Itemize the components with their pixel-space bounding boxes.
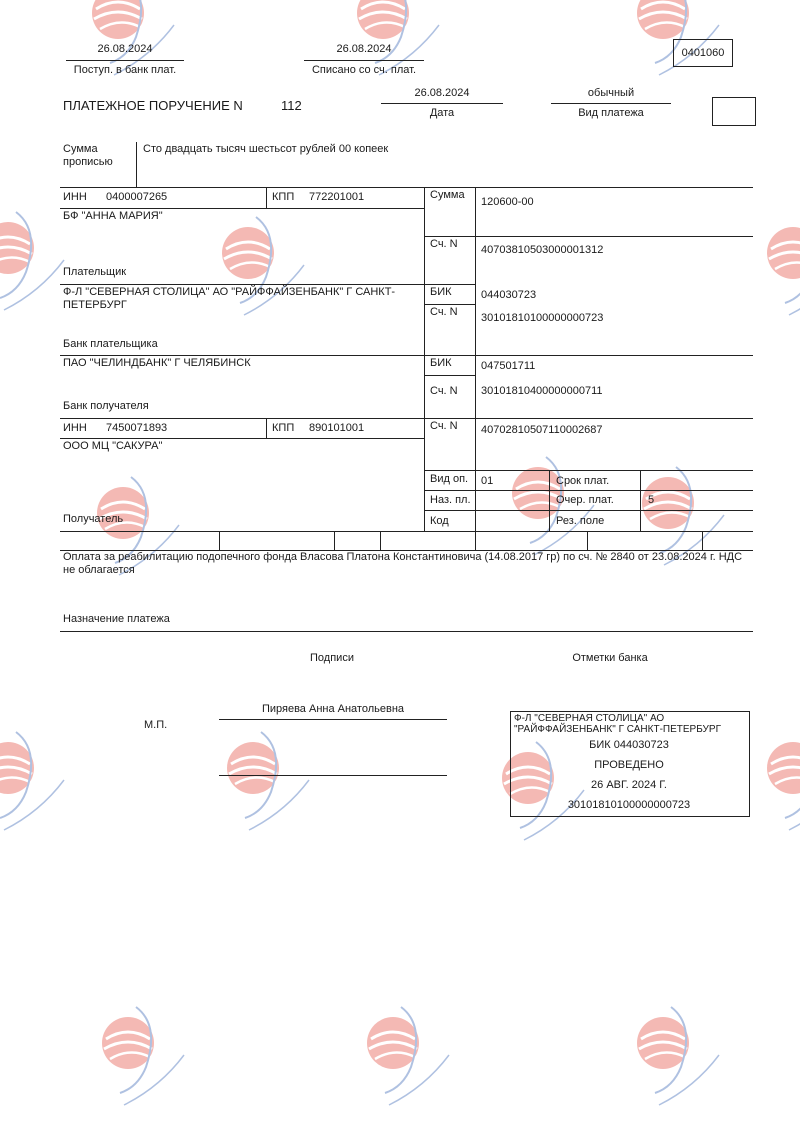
payer-bank-bik-label: БИК xyxy=(430,286,452,298)
operation-type-label: Вид оп. xyxy=(430,473,469,485)
payer-bank-role-label: Банк плательщика xyxy=(63,338,158,350)
foundation-logo-watermark xyxy=(745,205,800,335)
signatures-label: Подписи xyxy=(310,652,354,664)
divider xyxy=(424,470,753,471)
divider xyxy=(424,510,753,511)
divider xyxy=(702,531,703,551)
empty-code-box xyxy=(712,97,756,126)
payee-bank-bik: 047501711 xyxy=(481,360,536,372)
divider xyxy=(424,236,753,237)
foundation-logo-watermark xyxy=(200,205,330,335)
divider xyxy=(424,304,475,305)
payee-inn-label: ИНН xyxy=(63,422,87,434)
divider xyxy=(475,187,476,532)
payee-bank-bik-label: БИК xyxy=(430,357,452,369)
term-label: Срок плат. xyxy=(556,475,610,487)
payer-account-label: Сч. N xyxy=(430,238,458,250)
payee-account-label: Сч. N xyxy=(430,420,458,432)
amount-words-label: Сумма прописью xyxy=(63,143,113,168)
payer-inn-label: ИНН xyxy=(63,191,87,203)
divider xyxy=(551,103,671,104)
foundation-logo-watermark xyxy=(80,995,210,1125)
signature-line xyxy=(219,719,447,720)
operation-type: 01 xyxy=(481,475,494,487)
amount-value: 120600-00 xyxy=(481,196,534,208)
amount-label: Сумма xyxy=(430,189,465,201)
amount-words-value: Сто двадцать тысяч шестьсот рублей 00 копеек xyxy=(143,143,389,155)
payer-role-label: Плательщик xyxy=(63,266,127,278)
divider xyxy=(266,418,267,438)
payee-bank-account: 30101810400000000711 xyxy=(481,385,603,397)
payee-name: ООО МЦ "САКУРА" xyxy=(63,440,163,452)
divider xyxy=(60,187,753,188)
divider xyxy=(136,142,137,188)
payment-purpose-label: Назначение платежа xyxy=(63,613,170,625)
divider xyxy=(424,375,475,376)
signature-line xyxy=(219,775,447,776)
payer-inn: 0400007265 xyxy=(106,191,168,203)
divider xyxy=(381,103,503,104)
stamp-account: 30101810100000000723 xyxy=(567,799,691,811)
divider xyxy=(219,531,220,551)
priority-value: 5 xyxy=(648,494,655,506)
divider xyxy=(424,284,475,285)
payment-type-label: Вид платежа xyxy=(578,107,644,119)
divider xyxy=(380,531,381,551)
payment-type: обычный xyxy=(587,87,635,99)
divider xyxy=(424,187,425,532)
payee-role-label: Получатель xyxy=(63,513,124,525)
divider xyxy=(60,208,424,209)
divider xyxy=(66,60,184,61)
code-label: Код xyxy=(430,515,449,527)
payee-bank-account-label: Сч. N xyxy=(430,385,458,397)
divider xyxy=(60,418,753,419)
stamp-bank-name: Ф-Л "СЕВЕРНАЯ СТОЛИЦА" АО "РАЙФФАЙЗЕНБАНК" Г САНКТ-ПЕТЕРБУРГ xyxy=(514,713,721,735)
signer-name: Пиряева Анна Анатольевна xyxy=(261,703,405,715)
foundation-logo-watermark xyxy=(615,995,745,1125)
divider xyxy=(587,531,588,551)
seal-label: М.П. xyxy=(144,719,168,731)
payer-bank-account-label: Сч. N xyxy=(430,306,458,318)
divider xyxy=(266,187,267,208)
payer-account: 40703810503000001312 xyxy=(481,244,604,256)
document-date-label: Дата xyxy=(429,107,455,119)
purpose-code-label: Наз. пл. xyxy=(430,494,471,506)
divider xyxy=(60,631,753,632)
divider xyxy=(60,284,424,285)
payer-bank-name: Ф-Л "СЕВЕРНАЯ СТОЛИЦА" АО "РАЙФФАЙЗЕНБАНК" Г САНКТ-ПЕТЕРБУРГ xyxy=(63,286,396,311)
bank-received-date: 26.08.2024 xyxy=(97,43,153,55)
payer-bank-account: 30101810100000000723 xyxy=(481,312,604,324)
divider xyxy=(304,60,424,61)
payee-bank-role-label: Банк получателя xyxy=(63,400,149,412)
foundation-logo-watermark xyxy=(0,720,90,850)
divider xyxy=(475,531,476,551)
divider xyxy=(334,531,335,551)
divider xyxy=(60,355,753,356)
document-title: ПЛАТЕЖНОЕ ПОРУЧЕНИЕ N xyxy=(63,98,243,113)
divider xyxy=(60,438,424,439)
divider xyxy=(424,490,753,491)
debited-label: Списано со сч. плат. xyxy=(311,64,417,76)
bank-received-label: Поступ. в банк плат. xyxy=(73,64,177,76)
divider xyxy=(60,531,753,532)
payee-inn: 7450071893 xyxy=(106,422,168,434)
foundation-logo-watermark xyxy=(745,720,800,850)
payment-purpose: Оплата за реабилитацию подопечного фонда Власова Платона Константиновича (14.08.2017 гр) по сч. № 2840 от 23.08.2024 г. НДС не облагается xyxy=(63,551,743,576)
payer-kpp: 772201001 xyxy=(309,191,365,203)
payee-bank-name: ПАО "ЧЕЛИНДБАНК" Г ЧЕЛЯБИНСК xyxy=(63,357,251,369)
debited-date: 26.08.2024 xyxy=(336,43,392,55)
divider xyxy=(549,470,550,532)
document-date: 26.08.2024 xyxy=(414,87,470,99)
divider xyxy=(640,470,641,532)
bank-marks-label: Отметки банка xyxy=(572,652,648,664)
payer-kpp-label: КПП xyxy=(272,191,295,203)
payer-name: БФ "АННА МАРИЯ" xyxy=(63,210,163,222)
payee-kpp: 890101001 xyxy=(309,422,365,434)
form-code: 0401060 xyxy=(673,39,733,67)
priority-label: Очер. плат. xyxy=(556,494,614,506)
stamp-status: ПРОВЕДЕНО xyxy=(594,759,664,771)
stamp-date: 26 АВГ. 2024 Г. xyxy=(591,779,667,791)
payer-bank-bik: 044030723 xyxy=(481,289,537,301)
reserve-label: Рез. поле xyxy=(556,515,605,527)
foundation-logo-watermark xyxy=(345,995,475,1125)
payee-kpp-label: КПП xyxy=(272,422,295,434)
payee-account: 40702810507110002687 xyxy=(481,424,603,436)
foundation-logo-watermark xyxy=(205,720,335,850)
stamp-bik: БИК 044030723 xyxy=(589,739,669,751)
document-number: 112 xyxy=(281,98,302,113)
